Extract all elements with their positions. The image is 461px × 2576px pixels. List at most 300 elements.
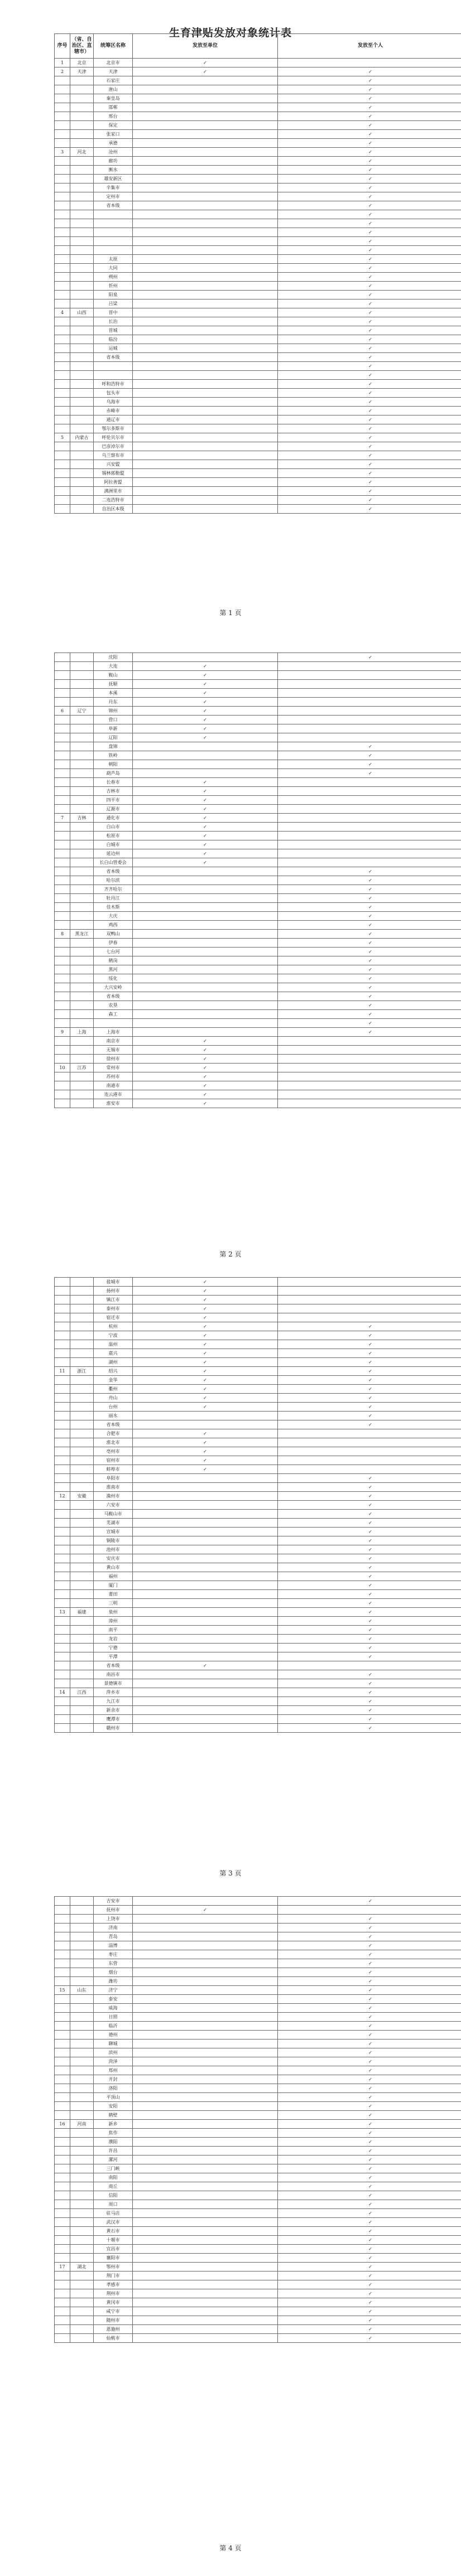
- table-row: [55, 148, 461, 157]
- area-cell: 二连浩特市: [94, 496, 133, 505]
- seq-cell: [55, 1429, 70, 1438]
- table-row: [55, 487, 461, 496]
- seq-cell: [55, 1501, 70, 1510]
- province-cell: [70, 1536, 94, 1545]
- area-cell: 赣州市: [94, 1724, 133, 1733]
- unit-cell: [133, 1492, 278, 1501]
- area-cell: 青岛: [94, 1932, 133, 1941]
- unit-cell: [133, 2182, 278, 2191]
- seq-cell: [55, 398, 70, 407]
- table-row: [55, 1932, 461, 1941]
- area-cell: 齐齐哈尔: [94, 885, 133, 894]
- province-cell: [70, 2173, 94, 2182]
- table-row: [55, 2191, 461, 2200]
- seq-cell: [55, 2138, 70, 2147]
- seq-cell: [55, 1995, 70, 2004]
- unit-cell: [133, 1412, 278, 1420]
- seq-cell: [55, 166, 70, 175]
- unit-cell: ✓: [133, 1072, 278, 1081]
- table-row: [55, 308, 461, 317]
- unit-cell: [133, 2298, 278, 2307]
- page-footer: 第 4 页: [219, 2544, 242, 2552]
- person-cell: ✓: [278, 1501, 461, 1510]
- table-row: [55, 1019, 461, 1028]
- seq-cell: [55, 157, 70, 166]
- area-cell: 濮阳: [94, 2138, 133, 2147]
- table-row: [55, 840, 461, 849]
- table-row: [55, 2057, 461, 2066]
- person-cell: ✓: [278, 2031, 461, 2039]
- province-cell: [70, 716, 94, 724]
- province-cell: [70, 1474, 94, 1483]
- person-cell: ✓: [278, 407, 461, 415]
- table-row: [55, 787, 461, 796]
- person-cell: ✓: [278, 2075, 461, 2084]
- person-cell: ✓: [278, 1340, 461, 1349]
- person-cell: ✓: [278, 157, 461, 166]
- unit-cell: ✓: [133, 778, 278, 787]
- table-row: [55, 769, 461, 778]
- province-cell: [70, 362, 94, 371]
- table-row: [55, 733, 461, 742]
- area-cell: 威海: [94, 2004, 133, 2013]
- table-row: [55, 1394, 461, 1403]
- province-cell: [70, 424, 94, 433]
- unit-cell: [133, 2084, 278, 2093]
- seq-cell: [55, 2218, 70, 2227]
- seq-cell: [55, 478, 70, 487]
- person-cell: ✓: [278, 930, 461, 939]
- person-cell: ✓: [278, 308, 461, 317]
- person-cell: ✓: [278, 2200, 461, 2209]
- person-cell: ✓: [278, 2120, 461, 2129]
- province-cell: [70, 1670, 94, 1679]
- person-cell: ✓: [278, 264, 461, 273]
- table-row: [55, 778, 461, 787]
- seq-cell: [55, 1001, 70, 1010]
- person-cell: ✓: [278, 1474, 461, 1483]
- seq-cell: [55, 1447, 70, 1456]
- unit-cell: [133, 2120, 278, 2129]
- page-footer: 第 3 页: [219, 1869, 242, 1877]
- unit-cell: [133, 2022, 278, 2031]
- table-row: [55, 1358, 461, 1367]
- area-cell: 朔州: [94, 273, 133, 282]
- person-cell: ✓: [278, 885, 461, 894]
- person-cell: ✓: [278, 299, 461, 308]
- province-cell: [70, 505, 94, 514]
- seq-cell: [55, 840, 70, 849]
- province-cell: [70, 1652, 94, 1661]
- seq-cell: 7: [55, 814, 70, 823]
- person-cell: ✓: [278, 460, 461, 469]
- table-row: [55, 344, 461, 353]
- seq-cell: [55, 1510, 70, 1519]
- seq-cell: [55, 2013, 70, 2022]
- person-cell: [278, 849, 461, 858]
- unit-cell: [133, 166, 278, 175]
- area-cell: 徐州市: [94, 1055, 133, 1064]
- table-row: [55, 1536, 461, 1545]
- seq-cell: [55, 389, 70, 398]
- unit-cell: ✓: [133, 1456, 278, 1465]
- unit-cell: ✓: [133, 1465, 278, 1474]
- person-cell: ✓: [278, 380, 461, 389]
- unit-cell: [133, 1670, 278, 1679]
- table-row: [55, 1367, 461, 1376]
- unit-cell: [133, 157, 278, 166]
- province-cell: [70, 228, 94, 237]
- area-cell: 淄博: [94, 1941, 133, 1950]
- person-cell: [278, 1072, 461, 1081]
- area-cell: 唐山: [94, 85, 133, 94]
- person-cell: [278, 1090, 461, 1099]
- province-cell: [70, 1617, 94, 1626]
- seq-cell: [55, 1536, 70, 1545]
- area-cell: 晋中: [94, 308, 133, 317]
- unit-cell: ✓: [133, 671, 278, 680]
- person-cell: ✓: [278, 2298, 461, 2307]
- area-cell: 呼和浩特市: [94, 380, 133, 389]
- province-cell: [70, 389, 94, 398]
- unit-cell: [133, 1001, 278, 1010]
- seq-cell: [55, 2111, 70, 2120]
- province-cell: [70, 858, 94, 867]
- table-row: [55, 228, 461, 237]
- person-cell: ✓: [278, 282, 461, 291]
- area-cell: 衡水: [94, 166, 133, 175]
- header-person: 发放至个人: [278, 34, 461, 59]
- area-cell: 鞍山: [94, 671, 133, 680]
- area-cell: 本溪: [94, 689, 133, 698]
- unit-cell: [133, 1563, 278, 1572]
- seq-cell: [55, 326, 70, 335]
- province-cell: [70, 1706, 94, 1715]
- seq-cell: [55, 1932, 70, 1941]
- province-cell: [70, 1349, 94, 1358]
- table-row: [55, 2147, 461, 2155]
- person-cell: [278, 707, 461, 716]
- unit-cell: [133, 496, 278, 505]
- unit-cell: ✓: [133, 1064, 278, 1072]
- area-cell: 信阳: [94, 2191, 133, 2200]
- unit-cell: [133, 317, 278, 326]
- stats-table: [54, 1277, 461, 1733]
- unit-cell: ✓: [133, 832, 278, 840]
- area-cell: 巴彦淖尔市: [94, 442, 133, 451]
- person-cell: ✓: [278, 974, 461, 983]
- area-cell: 雄安新区: [94, 175, 133, 183]
- unit-cell: [133, 2316, 278, 2325]
- unit-cell: [133, 175, 278, 183]
- province-cell: [70, 1081, 94, 1090]
- seq-cell: 17: [55, 2263, 70, 2271]
- area-cell: 新余市: [94, 1706, 133, 1715]
- area-cell: 淮安市: [94, 1099, 133, 1108]
- area-cell: 忻州: [94, 282, 133, 291]
- table-row: [55, 983, 461, 992]
- person-cell: [278, 1313, 461, 1322]
- person-cell: ✓: [278, 1001, 461, 1010]
- seq-cell: [55, 1456, 70, 1465]
- province-cell: [70, 1304, 94, 1313]
- unit-cell: [133, 2254, 278, 2263]
- province-cell: [70, 103, 94, 112]
- seq-cell: 9: [55, 1028, 70, 1037]
- area-cell: 鄂州市: [94, 2263, 133, 2271]
- person-cell: ✓: [278, 201, 461, 210]
- province-cell: [70, 751, 94, 760]
- person-cell: [278, 662, 461, 671]
- unit-cell: [133, 505, 278, 514]
- seq-cell: [55, 335, 70, 344]
- area-cell: 邢台: [94, 112, 133, 121]
- province-cell: 福建: [70, 1608, 94, 1617]
- unit-cell: [133, 112, 278, 121]
- unit-cell: ✓: [133, 1349, 278, 1358]
- unit-cell: [133, 1644, 278, 1652]
- unit-cell: [133, 210, 278, 219]
- province-cell: [70, 219, 94, 228]
- area-cell: 太原: [94, 255, 133, 264]
- table-row: [55, 353, 461, 362]
- seq-cell: [55, 1617, 70, 1626]
- seq-cell: [55, 1010, 70, 1019]
- province-cell: [70, 974, 94, 983]
- table-row: [55, 2013, 461, 2022]
- seq-cell: [55, 112, 70, 121]
- table-row: [55, 1528, 461, 1536]
- unit-cell: [133, 885, 278, 894]
- person-cell: ✓: [278, 2191, 461, 2200]
- person-cell: ✓: [278, 335, 461, 344]
- province-cell: [70, 2031, 94, 2039]
- seq-cell: [55, 939, 70, 948]
- table-row: [55, 1420, 461, 1429]
- area-cell: 牡丹江: [94, 894, 133, 903]
- person-cell: ✓: [278, 2102, 461, 2111]
- seq-cell: [55, 1590, 70, 1599]
- province-cell: [70, 2155, 94, 2164]
- table-row: [55, 1456, 461, 1465]
- table-row: [55, 724, 461, 733]
- seq-cell: [55, 724, 70, 733]
- seq-cell: [55, 1679, 70, 1688]
- area-cell: 福州: [94, 1572, 133, 1581]
- table-row: [55, 192, 461, 201]
- table-row: [55, 1563, 461, 1572]
- seq-cell: [55, 1941, 70, 1950]
- person-cell: ✓: [278, 894, 461, 903]
- table-row: [55, 2084, 461, 2093]
- person-cell: ✓: [278, 965, 461, 974]
- person-cell: [278, 1447, 461, 1456]
- table-row: [55, 121, 461, 130]
- unit-cell: [133, 2093, 278, 2102]
- table-row: [55, 371, 461, 380]
- seq-cell: [55, 2031, 70, 2039]
- seq-cell: [55, 1563, 70, 1572]
- seq-cell: [55, 2164, 70, 2173]
- seq-cell: [55, 1420, 70, 1429]
- unit-cell: [133, 1968, 278, 1977]
- table-row: [55, 415, 461, 424]
- province-cell: [70, 299, 94, 308]
- table-row: [55, 689, 461, 698]
- seq-cell: [55, 858, 70, 867]
- province-cell: [70, 1322, 94, 1331]
- person-cell: ✓: [278, 130, 461, 139]
- seq-cell: [55, 1697, 70, 1706]
- table-row: [55, 1010, 461, 1019]
- person-cell: ✓: [278, 2254, 461, 2263]
- table-row: [55, 1572, 461, 1581]
- seq-cell: 6: [55, 707, 70, 716]
- area-cell: 满洲里市: [94, 487, 133, 496]
- person-cell: ✓: [278, 344, 461, 353]
- table-row: [55, 380, 461, 389]
- province-cell: [70, 1968, 94, 1977]
- area-cell: 黄冈市: [94, 2298, 133, 2307]
- table-row: [55, 1287, 461, 1296]
- unit-cell: [133, 371, 278, 380]
- person-cell: ✓: [278, 1941, 461, 1950]
- table-row: [55, 255, 461, 264]
- unit-cell: ✓: [133, 733, 278, 742]
- person-cell: ✓: [278, 2307, 461, 2316]
- province-cell: [70, 344, 94, 353]
- area-cell: 盘锦: [94, 742, 133, 751]
- person-cell: [278, 1046, 461, 1055]
- person-cell: ✓: [278, 1697, 461, 1706]
- seq-cell: [55, 1915, 70, 1923]
- unit-cell: [133, 201, 278, 210]
- unit-cell: [133, 1697, 278, 1706]
- person-cell: [278, 840, 461, 849]
- unit-cell: ✓: [133, 805, 278, 814]
- area-cell: 十堰市: [94, 2236, 133, 2245]
- unit-cell: [133, 2334, 278, 2343]
- table-row: [55, 1644, 461, 1652]
- area-cell: 省本级: [94, 992, 133, 1001]
- seq-cell: [55, 415, 70, 424]
- seq-cell: [55, 255, 70, 264]
- seq-cell: [55, 2075, 70, 2084]
- table-row: [55, 948, 461, 956]
- person-cell: ✓: [278, 1644, 461, 1652]
- province-cell: [70, 2182, 94, 2191]
- province-cell: [70, 921, 94, 930]
- table-row: [55, 742, 461, 751]
- person-cell: ✓: [278, 1915, 461, 1923]
- table-row: [55, 1897, 461, 1906]
- unit-cell: [133, 867, 278, 876]
- person-cell: [278, 698, 461, 707]
- province-cell: [70, 496, 94, 505]
- unit-cell: [133, 469, 278, 478]
- unit-cell: ✓: [133, 1304, 278, 1313]
- province-cell: 河南: [70, 2120, 94, 2129]
- table-row: [55, 965, 461, 974]
- area-cell: 农垦: [94, 1001, 133, 1010]
- person-cell: ✓: [278, 876, 461, 885]
- person-cell: ✓: [278, 1932, 461, 1941]
- area-cell: 营口: [94, 716, 133, 724]
- document-title: 生育津贴发放对象统计表: [169, 27, 292, 39]
- table-row: [55, 2182, 461, 2191]
- table-row: [55, 2227, 461, 2236]
- area-cell: 九江市: [94, 1697, 133, 1706]
- area-cell: 张家口: [94, 130, 133, 139]
- person-cell: ✓: [278, 1950, 461, 1959]
- person-cell: ✓: [278, 2111, 461, 2120]
- seq-cell: [55, 344, 70, 353]
- table-row: [55, 1590, 461, 1599]
- table-row: [55, 751, 461, 760]
- unit-cell: [133, 103, 278, 112]
- page-footer: 第 2 页: [219, 1250, 242, 1258]
- table-row: [55, 76, 461, 85]
- seq-cell: [55, 487, 70, 496]
- province-cell: [70, 2093, 94, 2102]
- unit-cell: [133, 76, 278, 85]
- province-cell: [70, 407, 94, 415]
- unit-cell: [133, 1581, 278, 1590]
- table-row: [55, 2325, 461, 2334]
- person-cell: ✓: [278, 166, 461, 175]
- seq-cell: [55, 671, 70, 680]
- province-cell: [70, 442, 94, 451]
- person-cell: ✓: [278, 751, 461, 760]
- table-row: [55, 1492, 461, 1501]
- seq-cell: [55, 2307, 70, 2316]
- province-cell: [70, 2289, 94, 2298]
- unit-cell: [133, 326, 278, 335]
- area-cell: 景德镇市: [94, 1679, 133, 1688]
- person-cell: [278, 1037, 461, 1046]
- seq-cell: [55, 662, 70, 671]
- table-row: [55, 389, 461, 398]
- seq-cell: [55, 653, 70, 662]
- area-cell: 泉州: [94, 1608, 133, 1617]
- province-cell: [70, 273, 94, 282]
- person-cell: [278, 1296, 461, 1304]
- seq-cell: [55, 246, 70, 255]
- province-cell: [70, 2209, 94, 2218]
- province-cell: [70, 2254, 94, 2263]
- area-cell: 商丘: [94, 2182, 133, 2191]
- person-cell: ✓: [278, 1986, 461, 1995]
- province-cell: [70, 1715, 94, 1724]
- area-cell: 鄂尔多斯市: [94, 424, 133, 433]
- seq-cell: [55, 1403, 70, 1412]
- table-row: [55, 460, 461, 469]
- seq-cell: [55, 983, 70, 992]
- province-cell: [70, 1545, 94, 1554]
- area-cell: [94, 246, 133, 255]
- person-cell: ✓: [278, 2236, 461, 2245]
- unit-cell: ✓: [133, 840, 278, 849]
- person-cell: ✓: [278, 2289, 461, 2298]
- person-cell: ✓: [278, 1626, 461, 1635]
- person-cell: [278, 1906, 461, 1915]
- province-cell: [70, 1661, 94, 1670]
- unit-cell: [133, 183, 278, 192]
- area-cell: 亳州市: [94, 1447, 133, 1456]
- province-cell: 浙江: [70, 1367, 94, 1376]
- seq-cell: [55, 1652, 70, 1661]
- table-row: [55, 505, 461, 514]
